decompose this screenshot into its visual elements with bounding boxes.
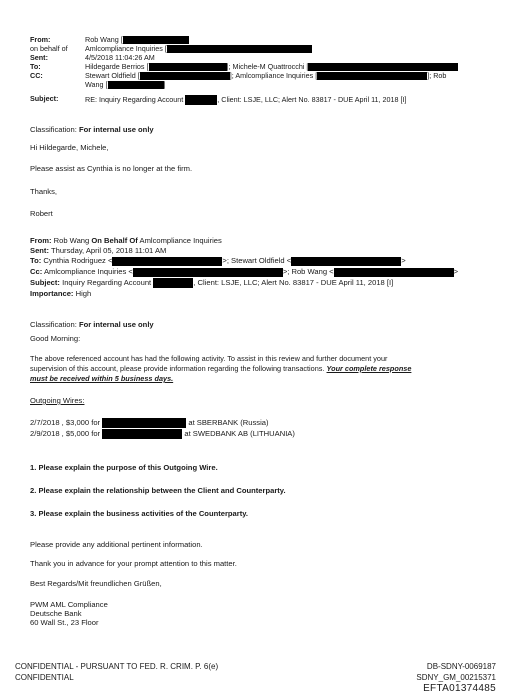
onbehalf-text: Amlcompliance Inquiries [ <box>85 44 167 53</box>
footer-bates-sdny: SDNY_GM_00215371 <box>416 673 496 682</box>
pertinent-info-line: Please provide any additional pertinent information. <box>30 540 203 549</box>
redaction <box>153 278 193 288</box>
redaction <box>112 257 222 266</box>
reply-greeting: Hi Hildegarde, Michele, <box>30 143 109 152</box>
wire-row-1 <box>30 418 269 428</box>
reply-line1: Please assist as Cynthia is no longer at the firm. <box>30 164 193 173</box>
cc-label: CC: <box>30 71 43 80</box>
orig-cc-label: Cc: <box>30 267 43 276</box>
cc-text-b: ]; Amlcompliance Inquiries [ <box>229 71 318 80</box>
redaction <box>102 429 182 439</box>
orig-from-row <box>30 236 222 245</box>
redaction <box>133 268 283 277</box>
orig-body2b: Your complete response <box>326 364 412 373</box>
cc-text-d: Wang [ <box>85 80 108 89</box>
from-label: From: <box>30 35 51 44</box>
reply-thanks: Thanks, <box>30 187 58 196</box>
orig-from-label: From: <box>30 236 52 245</box>
orig-classification <box>30 320 154 329</box>
orig-to-label: To: <box>30 256 42 265</box>
subject-label: Subject: <box>30 94 59 103</box>
wire1-text-b: at SBERBANK (Russia) <box>188 418 269 427</box>
orig-subject-row <box>30 278 393 288</box>
orig-body2a: supervision of this account, please provide information regarding the following transactions. <box>30 364 325 373</box>
orig-cc-text-b: >; Rob Wang < <box>282 267 334 276</box>
redaction <box>334 268 454 277</box>
signature-line-2: Deutsche Bank <box>30 609 82 618</box>
cc-text-a: Stewart Oldfield [ <box>85 71 140 80</box>
orig-body-line2 <box>30 364 411 373</box>
orig-to-row <box>30 256 406 266</box>
cc-value-2 <box>85 81 166 90</box>
orig-greeting: Good Morning: <box>30 334 81 343</box>
orig-sent-label: Sent: <box>30 246 49 255</box>
cc-text-e: ] <box>163 80 166 89</box>
wire-row-2 <box>30 429 295 439</box>
orig-from-value2: Amlcompliance Inquiries <box>139 236 222 245</box>
orig-to-text-c: > <box>401 256 406 265</box>
thank-you-line: Thank you in advance for your prompt attention to this matter. <box>30 559 237 568</box>
redaction <box>108 81 164 89</box>
orig-classification-prefix: Classification: <box>30 320 79 329</box>
orig-body3: must be received within 5 business days. <box>30 374 174 383</box>
redaction <box>317 72 427 80</box>
cc-text-c: ]; Rob <box>427 71 447 80</box>
redaction <box>140 72 230 80</box>
regards-line: Best Regards/Mit freundlichen Grüßen, <box>30 579 162 588</box>
subject-text-a: RE: Inquiry Regarding Account <box>85 94 184 104</box>
redaction <box>291 257 401 266</box>
signature-line-1: PWM AML Compliance <box>30 600 108 609</box>
wires-heading: Outgoing Wires: <box>30 396 85 405</box>
sent-value: 4/5/2018 11:04:26 AM <box>85 53 155 62</box>
reply-signature: Robert <box>30 209 53 218</box>
cc-value <box>85 72 446 81</box>
redaction <box>149 63 227 71</box>
reply-classification <box>30 125 154 134</box>
orig-obo: On Behalf Of <box>91 236 138 245</box>
orig-subject-label: Subject: <box>30 278 60 287</box>
orig-body-line3 <box>30 374 173 383</box>
orig-importance-value: High <box>75 289 92 298</box>
redaction <box>102 418 186 428</box>
wire2-text-b: at SWEDBANK AB (LITHUANIA) <box>184 429 295 438</box>
orig-body-line1: The above referenced account has had the following activity. To assist in this review and further document your <box>30 354 388 363</box>
footer-efta-number: EFTA01374485 <box>423 683 496 694</box>
to-text-b: ]; Michele-M Quattrocchi [ <box>226 62 309 71</box>
wire2-text-a: 2/9/2018 , $5,000 for <box>30 429 101 438</box>
classification-prefix: Classification: <box>30 125 79 134</box>
redaction <box>167 45 312 53</box>
footer-confidential-grand-jury: CONFIDENTIAL - PURSUANT TO FED. R. CRIM. P. 6(e) <box>15 662 219 671</box>
subject-text-b: , Client: LSJE, LLC; Alert No. 83817 - DUE April 11, 2018 [I] <box>217 94 407 104</box>
subject-value <box>85 95 407 105</box>
orig-sent-row <box>30 246 166 255</box>
redaction <box>185 95 217 105</box>
to-text-a: Hildegarde Berrios [ <box>85 62 149 71</box>
question-2: 2. Please explain the relationship between the Client and Counterparty. <box>30 486 286 495</box>
classification-value: For internal use only <box>78 125 154 134</box>
orig-to-text-a: Cynthia Rodriguez < <box>43 256 113 265</box>
orig-classification-value: For internal use only <box>78 320 154 329</box>
question-3: 3. Please explain the business activities of the Counterparty. <box>30 509 249 518</box>
orig-sent-value: Thursday, April 05, 2018 11:01 AM <box>50 246 167 255</box>
orig-to-text-b: >; Stewart Oldfield < <box>222 256 292 265</box>
orig-subject-text-b: , Client: LSJE, LLC; Alert No. 83817 - DUE April 11, 2018 [I] <box>193 278 394 287</box>
orig-cc-row <box>30 267 458 277</box>
to-label: To: <box>30 62 41 71</box>
orig-importance-row <box>30 289 91 298</box>
signature-line-3: 60 Wall St., 23 Floor <box>30 618 99 627</box>
orig-from-value: Rob Wang <box>53 236 90 245</box>
wire1-text-a: 2/7/2018 , $3,000 for <box>30 418 101 427</box>
redaction <box>123 36 189 44</box>
from-text: Rob Wang [ <box>85 35 123 44</box>
footer-confidential: CONFIDENTIAL <box>15 673 74 682</box>
orig-cc-text-a: Amlcompliance Inquiries < <box>43 267 133 276</box>
redaction <box>308 63 458 71</box>
orig-cc-text-c: > <box>453 267 459 276</box>
onbehalf-label: on behalf of <box>30 44 68 53</box>
orig-subject-text-a: Inquiry Regarding Account <box>62 278 152 287</box>
footer-bates-db: DB-SDNY-0069187 <box>426 662 496 671</box>
sent-label: Sent: <box>30 53 48 62</box>
orig-importance-label: Importance: <box>30 289 74 298</box>
question-1: 1. Please explain the purpose of this Outgoing Wire. <box>30 463 218 472</box>
